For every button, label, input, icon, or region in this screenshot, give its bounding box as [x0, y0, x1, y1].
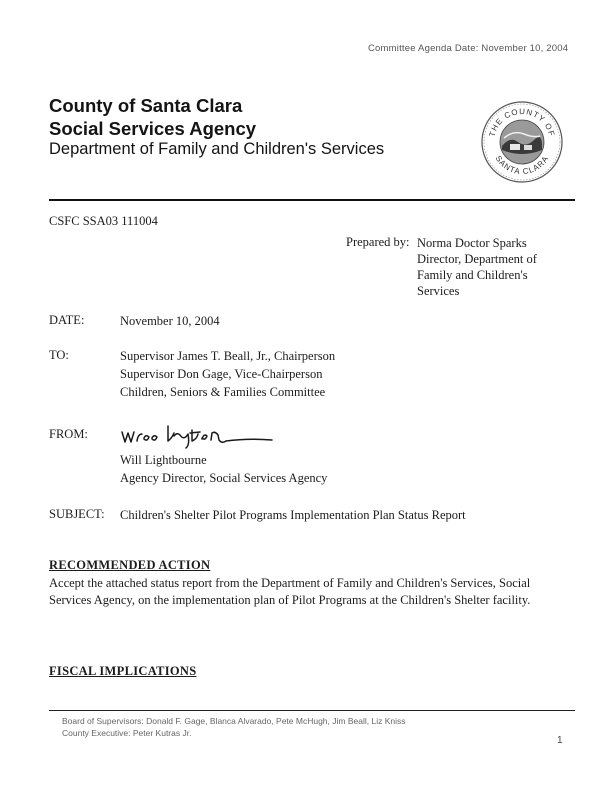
recommended-action-heading: RECOMMENDED ACTION — [49, 558, 211, 572]
footer-divider — [49, 710, 575, 711]
from-label: FROM: — [49, 427, 88, 441]
to-line: Children, Seniors & Families Committee — [120, 385, 326, 399]
to-line: Supervisor James T. Beall, Jr., Chairperson — [120, 349, 336, 363]
subject-label: SUBJECT: — [49, 507, 105, 521]
from-line: Will Lightbourne — [120, 453, 207, 467]
date-label: DATE: — [49, 313, 85, 327]
from-block — [120, 451, 327, 487]
department-name: Department of Family and Children's Services — [49, 140, 385, 158]
from-line: Agency Director, Social Services Agency — [120, 471, 328, 485]
prepared-by-line: Director, Department of — [417, 252, 537, 266]
fiscal-implications-heading: FISCAL IMPLICATIONS — [49, 664, 197, 678]
date-value: November 10, 2004 — [120, 314, 220, 328]
header-divider — [49, 199, 575, 201]
seal-text-bottom: SANTA CLARA — [493, 153, 551, 177]
prepared-by-label: Prepared by: — [346, 235, 410, 249]
seal-text-top: THE COUNTY OF — [487, 106, 557, 138]
prepared-by-line: Norma Doctor Sparks — [417, 236, 527, 250]
subject-value: Children's Shelter Pilot Programs Implementation Plan Status Report — [120, 508, 466, 522]
county-seal-icon — [480, 100, 564, 184]
prepared-by-line: Family and Children's — [417, 268, 528, 282]
agenda-date: Committee Agenda Date: November 10, 2004 — [368, 43, 569, 54]
prepared-by-block — [417, 235, 537, 299]
reference-code: CSFC SSA03 111004 — [49, 214, 158, 228]
prepared-by-line: Services — [417, 284, 460, 298]
footer-board: Board of Supervisors: Donald F. Gage, Blanca Alvarado, Pete McHugh, Jim Beall, Liz Kniss — [62, 716, 406, 726]
agency-name: Social Services Agency — [49, 118, 257, 139]
to-block — [120, 347, 335, 401]
org-name: County of Santa Clara — [49, 95, 243, 116]
to-label: TO: — [49, 348, 69, 362]
to-line: Supervisor Don Gage, Vice-Chairperson — [120, 367, 323, 381]
recommended-action-text: Accept the attached status report from the Department of Family and Children's Services, Social Services Agency, on the implementation plan of Pilot Programs at the Children's Shelter facility. — [49, 576, 531, 607]
footer-executive: County Executive: Peter Kutras Jr. — [62, 728, 192, 738]
signature-icon — [118, 420, 278, 450]
page-number: 1 — [557, 735, 563, 746]
